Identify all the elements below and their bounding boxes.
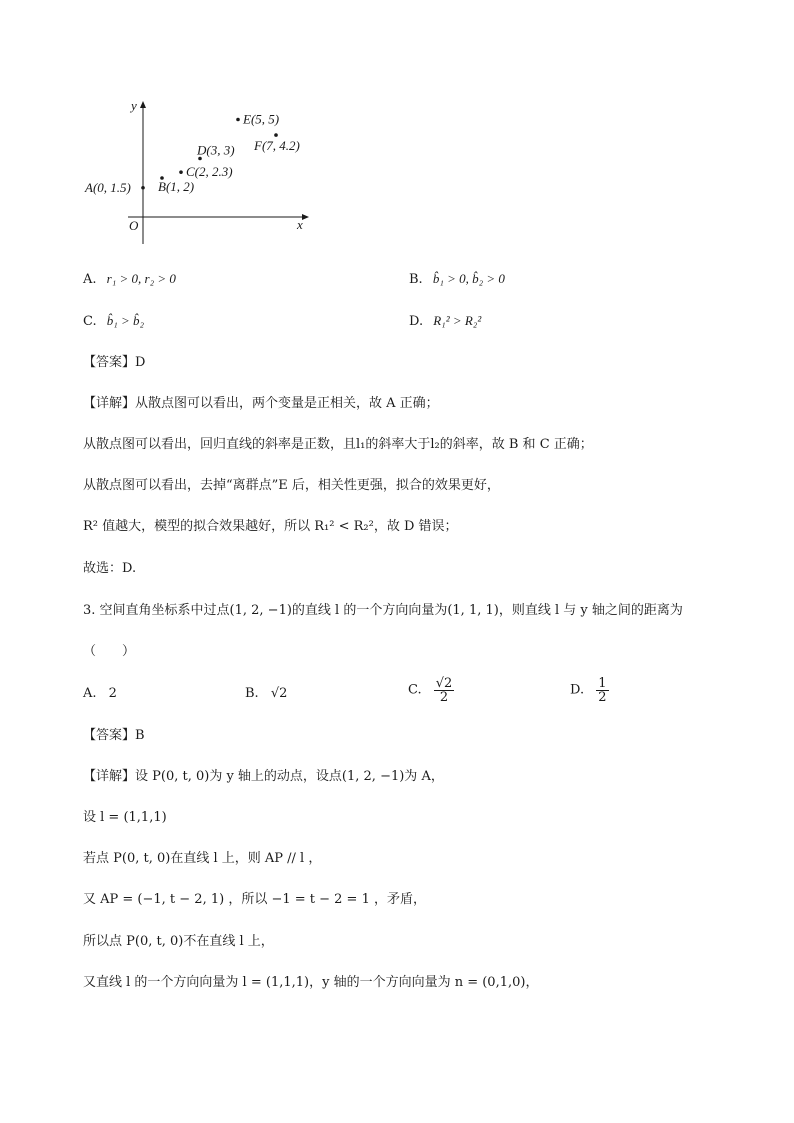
q3-answer: 【答案】B xyxy=(83,728,145,743)
q3-option-d-fraction xyxy=(596,677,608,704)
q3-option-c-numerator: √2 xyxy=(435,676,453,691)
q3-detail-1: 【详解】设 P(0, t, 0)为 y 轴上的动点，设点(1, 2, −1)为 A， xyxy=(83,769,444,784)
q2-option-d-letter: D. xyxy=(409,314,424,329)
q3-detail-5: 所以点 P(0, t, 0)不在直线 l 上， xyxy=(83,934,274,949)
q3-option-b xyxy=(245,685,287,703)
scatter-point-label-b: B(1, 2) xyxy=(158,179,195,194)
q2-detail-3: 从散点图可以看出，去掉“离群点”E 后，相关性更强，拟合的效果更好， xyxy=(83,478,500,493)
q2-option-c-letter: C. xyxy=(83,314,97,329)
q3-option-a-letter: A. xyxy=(83,686,97,701)
q3-detail-2: 设 l = (1,1,1) xyxy=(83,810,167,825)
q2-option-c xyxy=(83,312,144,331)
q3-stem-line-1: 3. 空间直角坐标系中过点(1, 2, −1)的直线 l 的一个方向向量为(1, 1, 1)，则直线 l 与 y 轴之间的距离为 xyxy=(83,603,683,618)
q2-option-b xyxy=(409,270,505,289)
q2-option-a xyxy=(83,270,176,289)
scatter-point-label-f: F(7, 4.2) xyxy=(254,138,300,154)
q3-option-a-text: 2 xyxy=(108,686,117,701)
q3-option-b-letter: B. xyxy=(245,686,259,701)
q3-option-a xyxy=(83,685,117,703)
q2-choose: 故选：D. xyxy=(83,561,137,576)
q2-option-a-text: r₁ > 0, r₂ > 0 xyxy=(106,271,176,286)
q2-option-d xyxy=(409,312,481,331)
q2-option-a-letter: A. xyxy=(83,272,97,287)
scatter-point-label-e: E(5, 5) xyxy=(243,111,280,127)
q3-stem-paren: （ ） xyxy=(83,644,136,659)
q3-detail-6: 又直线 l 的一个方向向量为 l = (1,1,1)，y 轴的一个方向向量为 n = (0,1,0)， xyxy=(83,975,539,990)
q2-option-d-text: R₁² > R₂² xyxy=(433,313,482,328)
x-axis-label: x xyxy=(297,217,303,232)
q2-detail-4: R² 值越大，模型的拟合效果越好，所以 R₁² < R₂²，故 D 错误； xyxy=(83,519,458,534)
scatter-point-label-d: D(3, 3) xyxy=(197,142,235,158)
scatter-point-f xyxy=(274,133,278,137)
scatter-point-c xyxy=(179,170,183,174)
y-axis-label: y xyxy=(131,98,137,113)
q3-option-c-fraction xyxy=(434,677,455,704)
scatter-point-e xyxy=(236,118,240,122)
q3-option-c-letter: C. xyxy=(408,682,422,698)
q2-option-b-text: b̂₁ > 0, b̂₂ > 0 xyxy=(432,271,505,286)
q2-answer: 【答案】D xyxy=(83,355,146,370)
scatter-point-label-a: A(0, 1.5) xyxy=(85,179,131,195)
q3-option-d-letter: D. xyxy=(570,682,585,698)
scatter-point-a xyxy=(141,186,145,190)
q2-option-c-text: b̂₁ > b̂₂ xyxy=(106,313,145,328)
q2-detail-2: 从散点图可以看出，回归直线的斜率是正数，且l₁的斜率大于l₂的斜率，故 B 和 C 正确； xyxy=(83,437,593,452)
q3-option-d xyxy=(570,677,609,704)
q2-detail-1: 【详解】从散点图可以看出，两个变量是正相关，故 A 正确； xyxy=(83,396,439,411)
q3-option-c-denominator: 2 xyxy=(439,690,449,705)
scatter-figure xyxy=(80,98,320,248)
origin-label: O xyxy=(129,218,139,233)
q3-option-c xyxy=(408,677,454,704)
scatter-point-label-c: C(2, 2.3) xyxy=(186,164,233,180)
q2-option-b-letter: B. xyxy=(409,272,423,287)
q3-detail-3: 若点 P(0, t, 0)在直线 l 上，则 AP // l ， xyxy=(83,851,322,866)
q3-option-b-text: √2 xyxy=(270,686,288,701)
q3-option-d-numerator: 1 xyxy=(598,676,607,691)
q3-detail-4: 又 AP = (−1, t − 2, 1) ，所以 −1 = t − 2 = 1 ，矛盾， xyxy=(83,892,426,907)
q3-option-d-denominator: 2 xyxy=(598,690,607,705)
